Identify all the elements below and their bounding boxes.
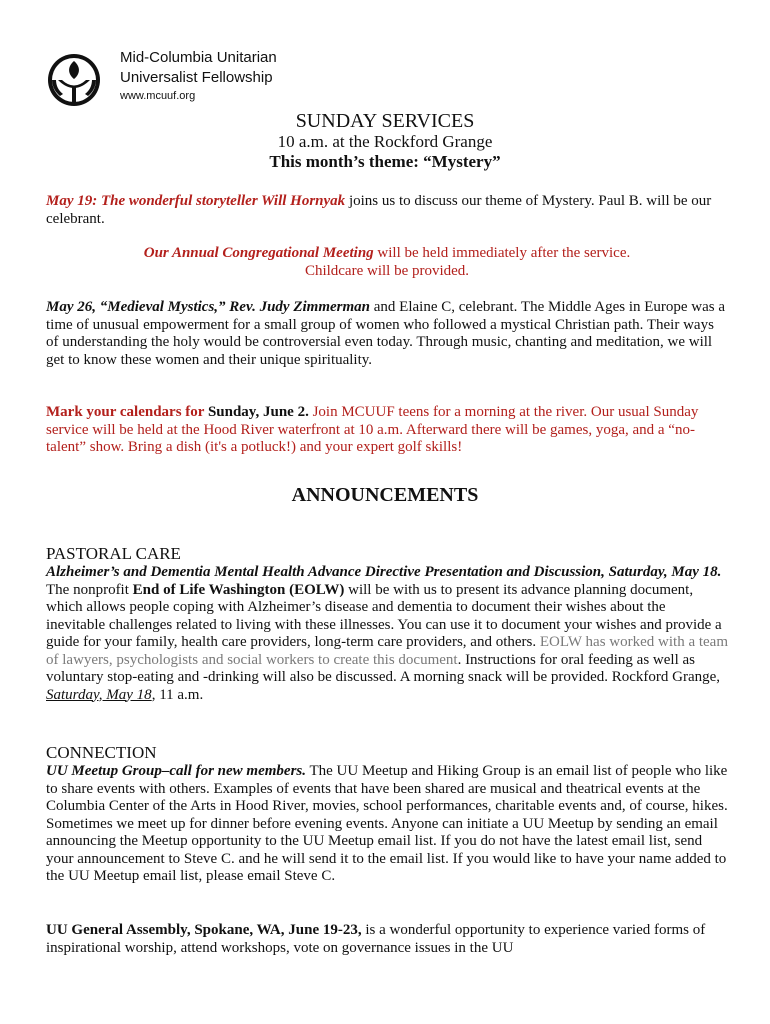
- june2-date: Sunday, June 2.: [204, 404, 309, 420]
- connection-paragraph: [46, 763, 728, 886]
- june2-text: Join MCUUF teens for a morning at the river. Our usual Sunday service will be held at the Hood River waterfront at 10 a.m. Afterward there will be games, yoga, and a “no-talent” show. Bring a dish (it's a potluck!) and your expert golf skills!: [46, 404, 699, 455]
- org-name-line1: Mid-Columbia Unitarian: [120, 49, 277, 66]
- may26-text: and Elaine C, celebrant. The Middle Ages in Europe was a time of unusual empowerment for a small group of women who followed a mystical Christian path. Their ways of understanding the holy would be controversial even today. Through music, chanting and meditation, we will get to know these women and their unique spirituality.: [46, 299, 726, 368]
- pastoral-heading: PASTORAL CARE: [46, 544, 181, 563]
- june2-lead: Mark your calendars for: [46, 404, 205, 420]
- pastoral-lead: Alzheimer’s and Dementia Mental Health Advance Directive Presentation and Discussion, Saturday, May 18.: [46, 564, 722, 580]
- connection-heading: CONNECTION: [46, 743, 157, 762]
- services-title: SUNDAY SERVICES: [295, 110, 475, 132]
- ga-lead: UU General Assembly, Spokane, WA, June 19-23,: [46, 922, 362, 938]
- pastoral-text1: The nonprofit: [46, 581, 133, 598]
- may26-lead: May 26, “Medieval Mystics,” Rev. Judy Zimmerman: [46, 299, 370, 315]
- announcements-title: ANNOUNCEMENTS: [291, 484, 479, 506]
- pastoral-gray-text: EOLW has worked with a team of lawyers, psychologists and social workers to create this document: [46, 634, 728, 668]
- pastoral-date-link[interactable]: Saturday, May 18: [46, 686, 152, 703]
- june2-paragraph: [46, 404, 728, 457]
- may26-paragraph: [46, 299, 728, 369]
- pastoral-text2: will be with us to present its advance planning document, which allows people coping with Alzheimer’s disease and dementia to document their wishes about the inevitable challenges related to living with these illnesses. You can use it to document your wishes and provide a guide for your family, health care providers, long-term care providers, and others.: [46, 581, 722, 650]
- services-theme: This month’s theme: “Mystery”: [269, 152, 501, 171]
- org-name-line2: Universalist Fellowship: [120, 69, 273, 86]
- eolw-name: End of Life Washington (EOLW): [132, 581, 345, 598]
- ga-text: is a wonderful opportunity to experience varied forms of inspirational worship, attend workshops, vote on governance issues in the UU: [46, 922, 706, 956]
- may19-lead: May 19: The wonderful storyteller Will Hornyak: [46, 193, 346, 209]
- may19-paragraph: [46, 193, 728, 228]
- org-url: www.mcuuf.org: [120, 90, 196, 102]
- meetup-lead: UU Meetup Group–call for new members.: [46, 763, 306, 779]
- meeting-childcare: Childcare will be provided.: [304, 262, 470, 279]
- meeting-lead: Our Annual Congregational Meeting: [143, 245, 374, 261]
- services-time-place: 10 a.m. at the Rockford Grange: [277, 132, 493, 151]
- chalice-icon: [46, 52, 102, 108]
- meeting-paragraph: [46, 245, 728, 280]
- pastoral-text3: . Instructions for oral feeding as well as voluntary stop-eating and -drinking will also be discussed. A morning snack will be provided. Rockford Grange,: [46, 651, 721, 685]
- pastoral-paragraph: [46, 564, 728, 704]
- org-block: [120, 48, 420, 104]
- ga-paragraph: [46, 922, 728, 957]
- meetup-text: The UU Meetup and Hiking Group is an email list of people who like to share events with others. Examples of events that have been shared are musical and theatrical events at the Columbia Center of the Arts in Hood River, movies, school performances, charitable events and, of course, hikes. Sometimes we meet up for dinner before evening events. Anyone can initiate a UU Meetup by sending an email announcing the Meetup opportunity to the UU Meetup email list. If you do not have the latest email list, send your announcement to Steve C. and he will send it to the email list. If you would like to have your name added to the UU Meetup email list, please email Steve C.: [46, 763, 728, 884]
- may19-text: joins us to discuss our theme of Mystery. Paul B. will be our celebrant.: [46, 193, 712, 227]
- pastoral-text4: , 11 a.m.: [151, 686, 204, 703]
- meeting-text: will be held immediately after the service.: [373, 245, 631, 261]
